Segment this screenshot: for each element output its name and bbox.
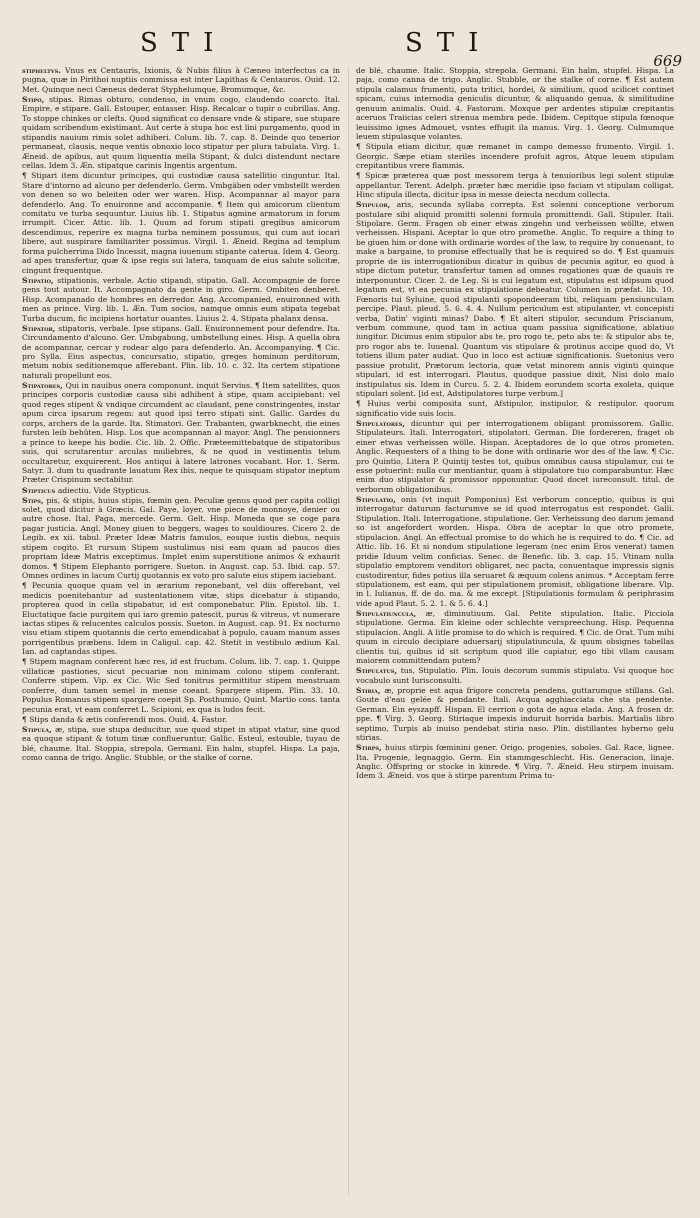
entry-text: ¶ Stips danda & ætis conferendi mos. Ouid. 4. Fastor.	[22, 714, 228, 724]
dictionary-entry	[22, 66, 340, 94]
page-number: 669	[653, 52, 682, 70]
left-column	[22, 66, 340, 1206]
entry-headword: Stipator,	[22, 323, 59, 333]
entry-headword: stipheltvs.	[22, 66, 66, 75]
entry-text: ¶ Stipem magnam conferent hæc res, id est fructum. Colum. lib. 7. cap. 1. Quippe villaticæ pastiones, sicut pecuariæ non minimam colono stipem conferant. Conferre stipem. Vip. ex Cic. Wic Sed tonitrus permittitur stipem menstruam conferre, dum tamen semel in mense coeant. Spargere stipem. Plin. 33. 10. Populus Romanus stipem spargere coepit Sp. Posthumio, Quint. Martio coss. tanta pecunia erat, vt eam conferret L. Scipioni, ex qua is ludos fecit.	[22, 657, 340, 714]
entry-text: ¶ Pecunia quoque quam vel in ærarium reponebant, vel diis offerebant, vel medicis poenitebantur ad sustentationem vitæ, stips dicebatur à stipando, propterea quod in cella stipabatur, id est componebatur. Plin. Epistol. lib. 1. Eluctatique facie purgitem qui iaro gremio patescit, purus & vitreus, vt numerare iactas stipes & relucentes calculos possis. Sueton. in August. cap. 91. Ex nocturno visu etiam stipem quotannis die certo emendicabat à populo, cauam manum asses porrigentibus præbens. Idem in Caligul. cap. 42. Stetit in vestibulo ædium Kal. Ian. ad captandas stipes.	[22, 581, 340, 657]
entry-text: tus, Stipulatio. Plin. Iouis decorum summis stipulatu. Vsi quoque hoc vocabulo sunt Iurisconsulti.	[356, 666, 674, 685]
dictionary-entry	[22, 715, 340, 724]
dictionary-entry	[356, 419, 674, 495]
entry-text: onis (vt inquit Pomponius) Est verborum conceptio, quibus is qui interrogatur daturum facturumve se id quod interrogatus est respondet. Galli. Stipulation. Itali. Interrogatione, stipulatione. Ger. Verheissung deo darum jemand so ist angefordert worden. Hispa. Obra de aceptar lo que otro promete, stipulacion. Angl. An effectual promise to do which he is required to do. ¶ Cic. ad Attic. lib. 16. Et si nondum stipulatione legeram (nec enim Eros venerat) tamen pridie Iduum velim conficias. Senec. de Benefic. lib. 3. cap. 15. Vtinam nulla stipulatio emptorem venditori obligaret, nec pacta, conuentaque impressis signis custodirentur, fides potius illa seruaret & æquum colens animus. * Acceptam ferre stipulationem, est eam, qui per stipulationem promisit, obligatione liberare. Vlp. in l. Iulianus, ff. de do. ma. & me except. [Stipulationis formulam & periphrasim vide apud Plaut. 5. 2. 1. & 5. 6. 4.]	[356, 494, 674, 608]
entry-text: huius stirpis fœminini gener. Origo, progenies, soboles. Gal. Race, lignee. Ita. Progenie, legnaggio. Germ. Ein stammgeschlecht. His. Generacion, linaje. Anglic. Offspring or stocke in kinrede. ¶ Virg. 7. Æneid. Heu stirpem inuisam. Idem 3. Æneid. vos que à stirpe parentum Prima tu-	[356, 743, 674, 781]
entry-text: ¶ Huius verbi composita sunt, Afstipulor, instipulor, & restipulor. quorum significatio vide suis locis.	[356, 399, 674, 418]
dictionary-entry	[356, 66, 674, 142]
dictionary-entry	[356, 399, 674, 418]
dictionary-entry	[356, 200, 674, 399]
dictionary-entry	[356, 171, 674, 199]
dictionary-entry	[356, 609, 674, 666]
entry-headword: Stipulatus,	[356, 666, 401, 676]
entry-headword: Stipticus	[22, 485, 58, 495]
entry-text: ¶ Stipula etiam dicitur, quæ remanet in campo demesso frumento. Virgil. 1. Georgic. Sæpe etiam steriles incendere profuit agros, Atque leuem stipulam crepitantibus vrere flammis.	[356, 142, 674, 171]
dictionary-entry	[356, 743, 674, 781]
entry-text: stipatoris, verbale. Ipse stipans. Gall. Enuironnement pour defendre. Ita. Circundamento d'alcuno. Ger. Umbgabung, umbstellung eines. Hisp. A quella obra de acompannar, cercar y rodear algo para defenderlo. An. Accompanying. ¶ Cic. pro Sylla. Eius aspectus, concursatio, stipatio, greges hominum perditorum, metum nobis seditionemque afferebant. Plin. lib. 10. c. 32. Ita certem stipatione naturali propellunt eos.	[22, 323, 340, 380]
dictionary-entry	[22, 486, 340, 495]
entry-text: de blé, chaume. Italic. Stoppia, strepola. Germani. Ein halm, stupfel. Hispa. La paja, como canna de trigo. Anglic. Stubble, or the stalke of corne. ¶ Est autem stipula calamus frumenti, puta tritici, hordei, & similium, quod scilicet continet spicam, cuius internodia geniculis dicuntur, & aliquando genua, & similitudine genuum animalis. Ouid. 4. Fastorum. Moxque per ardentes stipulæ crepitantis aceruos Traiicias celeri strenua membra pede. Ibidem. Cepitque stipula fœnoque leuissimo ignes Admouet, vsntes effugit ila manus. Virg. 1. Georg. Culmumque leuem stipulasque volantes.	[356, 66, 674, 142]
entry-headword: Stips,	[22, 495, 47, 505]
dictionary-entry	[22, 381, 340, 485]
entry-text: æ, diminutiuum. Gal. Petite stipulation. Italic. Picciola stipulatione. Germa. Ein kleine oder schlechte verspreechung. Hisp. Pequenna stipulacion. Angli. A litle promise to do which is required. ¶ Cic. de Orat. Tum mihi quum in circulo decipiare aduersarij stipulatiuncula, & quum obsignes tabellas clientis tui, quibus id sit scriptum quod ille capiatur, ego tibi vllam causam maiorem committendam putem?	[356, 608, 674, 666]
entry-text: stipas. Rimas obturo, condenso, in vnum cogo, claudendo coarcto. Ital. Empire, e stipare. Gall. Estouper, entasser. Hisp. Recalcar o tupir o cubrillas. Ang. To stoppe chinkes or clefts. Quod significat co densare vnde & stipare, sue stupare quidam scribendum existimant. Aut certe à stupa hoc est lini purgamento, quod in stipandis nauium rimis solet adhiberi. Colum. lib. 7. cap. 8. Deinde quo tenerior permaneat, clausis, neque ventis obnoxio loco stipatur per plura tabulata. Virg. 1. Æneid. de apibus, aut quum liquentia mella Stipant, & dulci distendunt nectare cellas. Idem 3. Æn. stipatque carinis Ingentis argentum.	[22, 94, 340, 171]
dictionary-entry	[22, 95, 340, 171]
entry-text: dicuntur qui per interrogationem obligant promissorem. Gallic. Stipulateurs. Itali. Interrogatori, stipolatori. German. Die fordereren, fraget ob einer etwas verheissen wölle. Hispan. Aceptadores de lo que otros prometen. Anglic. Requesters of a thing to be done with ordinarie wor des of the law. ¶ Cic. pro Quintio, Litera P. Quintij testes tot, quibus omnibus causa stipulamur, cui te esse potuerint: nulla cur mentiantur, quam à stipulatore tuo comparabuntur. Hæc enim duo stipulator & promissor opponuntur. Quod docet iureconsult. titul. de verborum obligationibus.	[356, 418, 674, 494]
entry-text: aris, secunda syllaba correpta. Est solenni conceptione verborum postulare sibi aliquid promitti solenni formula promittendi. Gall. Stipuler. Itali. Stipolare. Germ. Fragen ob einer etwas zingehn und verheissen wöllte, etwen verheissen. Hispani. Aceptar lo que otro promethe. Anglic. To require a thing to be giuen him or done with ordinarie wordes of the law, to require by conuenant, to make a bargaine, to promise effectually that he is required so do. ¶ Est quamuis proprie de iis interrogationibus dicatur in quibus de pecunia agitur, eo quod à stipe dictum putetur, transfertur tamen ad omnes rogationes quæ de quauis re interponuntur. Cicer. 2. de Leg. Si is cui legatum est, stipulatus est idipsum quod legatum est, vt ea pecunia ex stipulatione debeatur. Columen in præfat. lib. 10. Fœnoris tui Syluine, quod stipulanti spopondeeram tibi, reliquam pensiunculam percipe. Plaut. pleud. 5. 6. 4. 4. Nullum periculum est stipulanter, vt concepisti verba, Datin' viginti minas? Dabo. ¶ Et alteri stipulor, secundum Priscianum, verbum commune, quod tam in actiua quam passiua significatione, ablatiuo iungitur. Dicimus enim stipulor abs te, pro rogo te, peto abs te: & stipulor abs te, pro rogor abs te. Iuuenal. Quantum vis stipulare & protinus accipe quod do, Vt totiens illum pater audiat. Quo in loco est actiuæ significationis. Suetonius vero passiue protulit, Prætorum lectoria, quæ vetat minorem annis viginti quinque stipulari, id est interrogari. Plautus, quodque passiue dixit, Nisi dolo malo instipulatus sis. Idem in Curcu. 5. 2. 4. Ibidem eorundem scorta exoleta, quique stipulari solent. [id est, Adstipulatores turpe verbum.]	[356, 200, 674, 399]
entry-headword: Stipulatio,	[356, 494, 402, 504]
entry-headword: Stipo,	[22, 94, 50, 104]
entry-headword: Stipatores,	[22, 380, 66, 390]
entry-text: pis, & stipis, huius stipis, fœmin gen. Peculiæ genus quod per capita colligi solet, quod dicitur à Græcis. Gal. Paye, loyer, vne piece de monnoye, denier ou autre chose. Ital. Paga, mercede. Germ. Gelt. Hisp. Moneda que se coge para pagar justicia. Angl. Money giuen to beggers, wages to souldioures. Cicero 2. de Legib. ex xii. tabul. Præter Ideæ Matris famulos, eosque iustis diebus, nequis stipem cogito. Et rursum Stipem sustulimus nisi eam quam ad paucos dies propriam Ideæ Matris exceptimus. Implet enim superstitione animos & exhaurit domos. ¶ Stipem Elephanto porrigere. Sueton. in August. cap. 53. Ibid. cap. 57. Omnes ordines in lacum Curtij quotannis ex voto pro salute eius stipem iaciebant.	[22, 495, 340, 581]
entry-text: æ, proprie est aqua frigore concreta pendens, guttarumque stillans. Gal. Goute d'eau gelée & pendante. Itali. Acqua agghiacciata che sta pendente. German. Ein eyszapff. Hispan. El cerrion o gota de agua elada. Ang. A frosen dr. ppe. ¶ Virg. 3. Georg. Stiriaque impexis induruit horrida barbis. Martialis libro septimo, Turpis ab inuiso pendebat stiria naso. Plin. distillantes hyberno gelu stirias.	[356, 685, 674, 743]
right-column	[356, 66, 674, 1206]
entry-text: Vnus ex Centauris, Ixionis, & Nubis filius à Cæneo interfectus ca in pugna, quæ in Pirithoi nuptiis commissa est inter Lapithas & Centauros. Ouid. 12. Met. Quinque neci Cæneus dederat Styphelumque, Bromumque, &c.	[22, 66, 340, 94]
entry-text: æ, stipa, sue stupa deducitur, sue quod stipet in stipat vtatur, sine quod ea quoque stipant & totum tinæ conflueruntur. Gallic. Esteul, estouble, tuyau de blé, chaume. Ital. Stoppia, strepola. Germani. Ein halm, stupfel. Hispa. La paja, como canna de trigo. Anglic. Stubble, or the stalke of corne.	[22, 724, 340, 763]
dictionary-entry	[22, 725, 340, 763]
dictionary-entry	[356, 495, 674, 608]
dictionary-entry	[22, 657, 340, 714]
entry-headword: Stirps,	[356, 743, 386, 753]
dictionary-entry	[22, 496, 340, 581]
running-head	[0, 28, 700, 68]
dictionary-entry	[22, 324, 340, 381]
dictionary-entry	[356, 142, 674, 170]
entry-headword: Stipulatores,	[356, 418, 412, 428]
dictionary-entry	[22, 171, 340, 275]
entry-headword: Stipulatiuncula,	[356, 608, 426, 618]
entry-text: stipationis, verbale. Actio stipandi, stipatio. Gall. Accompagnie de force gens tout autour. It. Accompagnato da gente in giro. Germ. Ombiten denberet. Hisp. Acompanado de hombres en derredor. Ang. Accompanied, enuironned with men as prince. Virg. lib. 1. Æn. Tum socios, namque omnis eum stipata tegebat Turba ducum, fic incipiens hortatur ouantes. Liuius 2. 4. Stipata phalanx densa.	[22, 275, 340, 323]
entry-headword: Stiria,	[356, 685, 385, 695]
entry-text: adiectiu. Vide Stypticus.	[57, 485, 151, 495]
dictionary-entry	[22, 276, 340, 323]
running-head-right: STI	[405, 28, 493, 58]
entry-headword: Stipatio,	[22, 275, 58, 285]
entry-text: Qui in nauibus onera componunt. inquit Servius. ¶ Item satellites, quos principes corporis custodiæ causa sibi adhibent à stipe, quam accipiebant: vel quod reges stipent & vndique circumdent ac claudant, pene constringentes, instar apum circa ipsarum regem: aut quod ipsi terro stipati sint. Gallic. Gardes du corps, archers de la garde. Ita. Stimatori. Ger. Trabanten, gwarbknecht, die eines fursten leib behüten. Hisp. Los que acompannan al mayor. Angl. The pensionners a prince to keepe his bodie. Cic. lib. 2. Offic. Præteemittebatque de stipatoribus suis, qui scrutarentur arculas muliebres, & ne quod in vestimentis telum occultaretur, exquirerent. Hos antiqui à latere latrones vocabant. Hor. 1. Serm. Satyr. 3. dum tu quadrante lauatum Rex ibis, neque te quisquam stipator ineptum Præter Crispinum sectabitur.	[22, 380, 340, 485]
entry-text: ¶ Stipari item dicuntur principes, qui custodiæ causa satellitio cinguntur. Ital. Stare d'intorno ad alcuno per defenderlo. Germ. Vmbgäben oder vmbstellt werden von denen so wo beleiten oder wer waren. Hisp. Acompannar al mayor para defenderlo. Ang. To enuironne and accompanie. ¶ Item qui amicorum clientum comitatu ve turba sequuntur. Liuius lib. 1. Stipatus agmine armatorum in forum irrumpit. Cicer. Attic. lib. 1. Quum ad forum stipati gregibus amicorum descendimus, reperire ex magna turba neminem possumus, qui cum aut iocari libere, aut suspirare familiariter possimus. Virgil. 1. Æneid. Regina ad templum forma pulcherrima Dido Incessit, magna iuuenum stipante caterua. Idem 4. Georg. ad apes transfertur, quæ & ipse regis sui latera, tanquam de eius salute solicitæ, cingunt frequentque.	[22, 171, 340, 275]
column-divider	[348, 66, 349, 1196]
dictionary-entry	[22, 581, 340, 657]
dictionary-entry	[356, 666, 674, 685]
dictionary-entry	[356, 686, 674, 743]
running-head-left: STI	[140, 28, 228, 58]
entry-headword: Stipula,	[22, 724, 56, 734]
entry-text: ¶ Spicæ præterea quæ post messorem terga à tenuioribus legi solent stipulæ appellantur. Terent. Adelph. præter hæc meridie ipso faciam vt stipulam colligat. Hinc stipula illecta, dicitur ipsa in messe deiecta necdum collecta.	[356, 171, 674, 200]
entry-headword: Stipulor,	[356, 200, 397, 210]
